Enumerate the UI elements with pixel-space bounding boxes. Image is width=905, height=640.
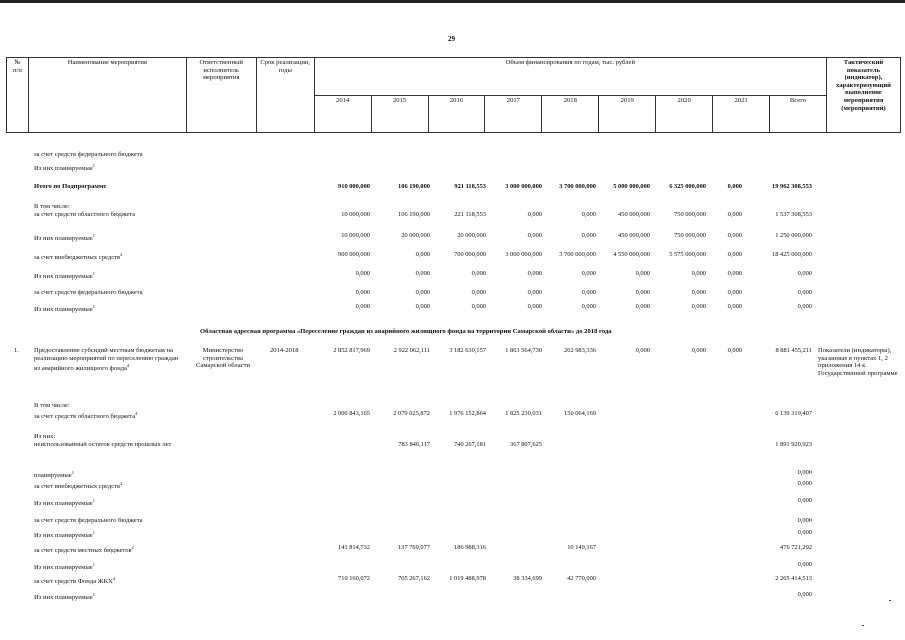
- row-label: Из них планируемые$^1$: [34, 592, 95, 602]
- cell-value: 0,000: [581, 303, 596, 310]
- cell-value: 186 988,316: [454, 544, 486, 551]
- cell-value: 0,000: [527, 289, 542, 296]
- cell-value: 0,000: [527, 303, 542, 310]
- cell-value: 0,000: [797, 469, 812, 476]
- cell-value: 5 000 000,000: [613, 183, 650, 190]
- cell-value: 0,000: [635, 289, 650, 296]
- header-year: 2021: [713, 95, 770, 133]
- cell-value: 0,000: [355, 289, 370, 296]
- cell-value: 0,000: [581, 232, 596, 239]
- row-label: Из них планируемые$^1$: [34, 562, 95, 572]
- cell-value: 710 160,072: [338, 575, 370, 582]
- scan-mark: [889, 600, 891, 601]
- cell-value: 0,000: [415, 303, 430, 310]
- header-year: 2015: [371, 95, 428, 133]
- cell-value: 1 019 488,978: [449, 575, 486, 582]
- item-term: 2014-2018: [270, 347, 299, 354]
- cell-value: 783 846,117: [398, 441, 430, 448]
- cell-value: 19 962 308,553: [772, 183, 812, 190]
- cell-value: 0,000: [797, 480, 812, 487]
- cell-value: 221 118,553: [454, 211, 486, 218]
- header-executor: Ответственный исполнитель мероприятия: [186, 58, 256, 133]
- cell-value: 0,000: [527, 211, 542, 218]
- row-label: Из них планируемые$^1$: [34, 163, 95, 173]
- cell-value: 5 575 000,000: [669, 251, 706, 258]
- table-header: [6, 57, 901, 133]
- cell-value: 2 000 843,165: [333, 410, 370, 417]
- cell-value: 367 807,625: [510, 441, 542, 448]
- cell-value: 0,000: [727, 289, 742, 296]
- cell-value: 0,000: [581, 270, 596, 277]
- cell-value: 2 079 025,872: [393, 410, 430, 417]
- cell-value: 0,000: [797, 591, 812, 598]
- cell-value: 42 770,000: [567, 575, 596, 582]
- cell-value: 0,000: [797, 561, 812, 568]
- program-title: Областная адресная программа «Переселение граждан из аварийного жилищного фонда на территории Самарской области» до 2018 года: [200, 328, 612, 335]
- cell-value: 1 250 000,000: [775, 232, 812, 239]
- cell-value: 921 118,553: [454, 183, 486, 190]
- header-year: 2017: [485, 95, 542, 133]
- cell-value: 900 000,000: [338, 251, 370, 258]
- cell-value: 20 000,000: [401, 232, 430, 239]
- cell-value: 10 000,000: [341, 232, 370, 239]
- cell-value: 0,000: [471, 303, 486, 310]
- cell-value: 10 000,000: [341, 211, 370, 218]
- cell-value: 0,000: [797, 517, 812, 524]
- cell-value: 3 000 000,000: [505, 251, 542, 258]
- item-value: 1 863 564,730: [505, 347, 542, 354]
- item-value: 3 182 630,157: [449, 347, 486, 354]
- row-label: за счет внебюджетных средств$^2$: [34, 252, 123, 262]
- header-indicator: Тактический показатель (индикатор), характеризующий выполнение мероприятия (мероприятий): [826, 58, 900, 133]
- cell-value: 0,000: [797, 303, 812, 310]
- cell-value: 0,000: [635, 303, 650, 310]
- row-label: за счет средств федерального бюджета: [34, 151, 143, 158]
- cell-value: 0,000: [415, 270, 430, 277]
- cell-value: 0,000: [691, 289, 706, 296]
- row-label: за счет средств областного бюджета$^4$: [34, 411, 138, 421]
- item-value: 2 922 062,111: [393, 347, 430, 354]
- cell-value: 2 265 414,513: [775, 575, 812, 582]
- cell-value: 106 190,000: [398, 183, 430, 190]
- row-label: В том числе:: [34, 402, 70, 409]
- item-value: 202 983,336: [564, 347, 596, 354]
- cell-value: 1 825 230,031: [505, 410, 542, 417]
- row-label: В том числе:: [34, 203, 70, 210]
- item-value: 0,000: [691, 347, 706, 354]
- cell-value: 450 000,000: [618, 232, 650, 239]
- item-value: 0,000: [727, 347, 742, 354]
- item-name: Предоставление субсидий местным бюджетам на реализацию мероприятий по переселению граждан из аварийного жилищного фонда$^4$: [34, 347, 179, 373]
- row-label: за счет внебюджетных средств$^2$: [34, 481, 123, 491]
- row-label: Из них планируемые$^1$: [34, 271, 95, 281]
- cell-value: 106 190,000: [398, 211, 430, 218]
- cell-value: 0,000: [691, 270, 706, 277]
- item-number: 1.: [14, 347, 19, 354]
- cell-value: 0,000: [727, 303, 742, 310]
- cell-value: 910 000,000: [338, 183, 370, 190]
- item-value: 2 852 817,969: [333, 347, 370, 354]
- cell-value: 0,000: [355, 270, 370, 277]
- cell-value: 6 139 319,407: [775, 410, 812, 417]
- row-label: неиспользованный остаток средств прошлых лет: [34, 441, 172, 448]
- cell-value: 0,000: [355, 303, 370, 310]
- cell-value: 0,000: [727, 232, 742, 239]
- row-label: планируемые$^1$: [34, 470, 74, 480]
- page-number: 29: [448, 35, 455, 43]
- cell-value: 1 891 920,923: [775, 441, 812, 448]
- cell-value: 0,000: [527, 232, 542, 239]
- header-year: 2014: [314, 95, 371, 133]
- cell-value: 705 267,162: [398, 575, 430, 582]
- cell-value: 38 334,699: [513, 575, 542, 582]
- row-label: Итого по Подпрограмме: [34, 183, 107, 190]
- row-label: за счет средств федерального бюджета: [34, 289, 143, 296]
- item-value: 8 881 455,211: [775, 347, 812, 354]
- cell-value: 0,000: [797, 289, 812, 296]
- cell-value: 3 700 000,000: [559, 251, 596, 258]
- row-label: Из них планируемые$^1$: [34, 233, 95, 243]
- cell-value: 10 149,167: [567, 544, 596, 551]
- cell-value: 0,000: [471, 270, 486, 277]
- row-label: Из них планируемые$^1$: [34, 530, 95, 540]
- cell-value: 0,000: [797, 497, 812, 504]
- cell-value: 3 000 000,000: [505, 183, 542, 190]
- cell-value: 0,000: [727, 251, 742, 258]
- cell-value: 0,000: [415, 251, 430, 258]
- cell-value: 18 425 000,000: [772, 251, 812, 258]
- header-funding: Объем финансирования по годам, тыс. рублей: [314, 58, 826, 96]
- header-year: 2020: [656, 95, 713, 133]
- header-term: Срок реализации, годы: [256, 58, 314, 133]
- cell-value: 141 814,732: [338, 544, 370, 551]
- cell-value: 1 537 308,553: [775, 211, 812, 218]
- cell-value: 700 000,000: [454, 251, 486, 258]
- cell-value: 20 000,000: [457, 232, 486, 239]
- header-year: 2016: [428, 95, 485, 133]
- cell-value: 0,000: [581, 211, 596, 218]
- row-label: за счет средств областного бюджета: [34, 211, 136, 218]
- cell-value: 750 000,000: [674, 211, 706, 218]
- header-year: 2019: [599, 95, 656, 133]
- header-num: № п/п: [7, 58, 29, 133]
- cell-value: 0,000: [415, 289, 430, 296]
- cell-value: 0,000: [527, 270, 542, 277]
- cell-value: 0,000: [797, 529, 812, 536]
- cell-value: 0,000: [727, 183, 742, 190]
- cell-value: 0,000: [635, 270, 650, 277]
- row-label: Из них планируемые$^1$: [34, 304, 95, 314]
- row-label: Из них планируемые$^1$: [34, 498, 95, 508]
- row-label: за счет средств Фонда ЖКХ$^4$: [34, 576, 116, 586]
- cell-value: 137 769,077: [398, 544, 430, 551]
- top-border: [0, 0, 905, 3]
- cell-value: 1 976 152,864: [449, 410, 486, 417]
- cell-value: 3 700 000,000: [559, 183, 596, 190]
- header-total: Всего: [770, 95, 827, 133]
- cell-value: 476 721,292: [780, 544, 812, 551]
- header-name: Наименование мероприятия: [28, 58, 186, 133]
- scan-mark: [862, 625, 864, 626]
- cell-value: 0,000: [727, 270, 742, 277]
- item-indicator: Показатели (индикаторы), указанные в пунктах 1, 2 приложения 14 к Государственной программе: [818, 347, 898, 377]
- cell-value: 0,000: [797, 270, 812, 277]
- item-executor: Министерство строительства Самарской области: [196, 347, 250, 370]
- row-label: за счет средств федерального бюджета: [34, 517, 143, 524]
- cell-value: 450 000,000: [618, 211, 650, 218]
- row-label: Из них:: [34, 433, 56, 440]
- cell-value: 4 550 000,000: [613, 251, 650, 258]
- cell-value: 6 325 000,000: [669, 183, 706, 190]
- cell-value: 0,000: [691, 303, 706, 310]
- row-label: за счет средств местных бюджетов$^2$: [34, 545, 134, 555]
- cell-value: 0,000: [471, 289, 486, 296]
- cell-value: 0,000: [727, 211, 742, 218]
- cell-value: 0,000: [581, 289, 596, 296]
- header-year: 2018: [542, 95, 599, 133]
- item-value: 0,000: [635, 347, 650, 354]
- cell-value: 150 064,169: [564, 410, 596, 417]
- cell-value: 750 000,000: [674, 232, 706, 239]
- cell-value: 740 267,181: [454, 441, 486, 448]
